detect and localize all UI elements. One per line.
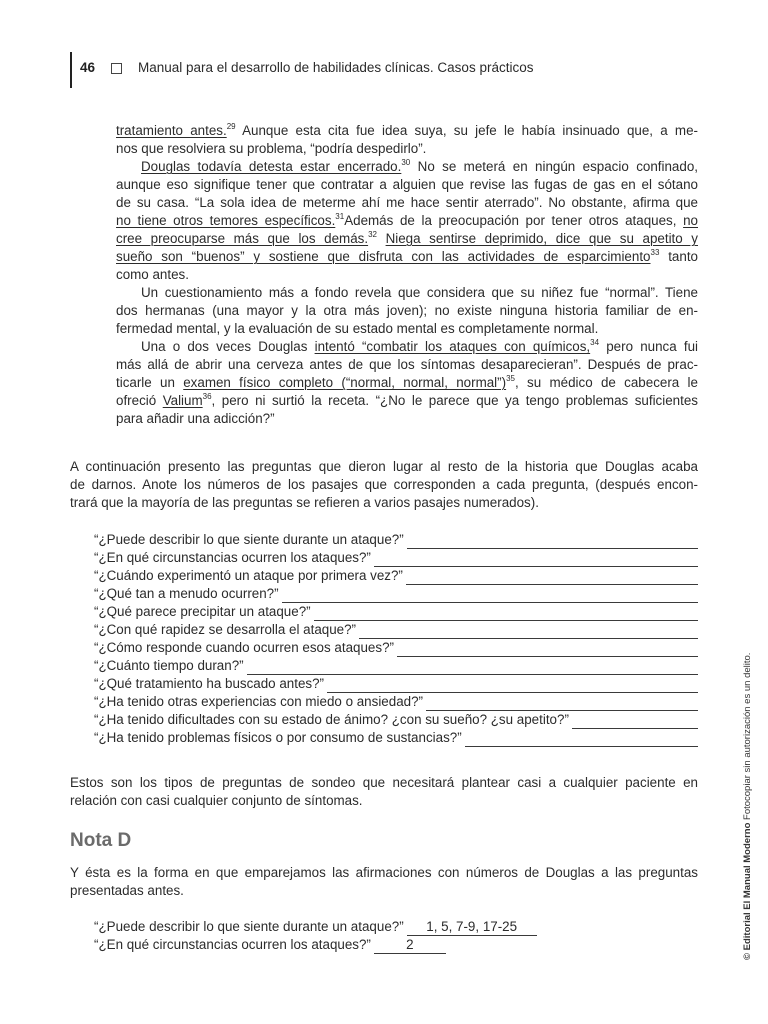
- question-item: “¿Puede describir lo que siente durante un ataque?”: [94, 531, 698, 549]
- question-item: “¿Cuánto tiempo duran?”: [94, 657, 698, 675]
- answer-blank[interactable]: [374, 552, 698, 567]
- question-item: “¿En qué circunstancias ocurren los ataques?”: [94, 549, 698, 567]
- text-line: nos que resolviera su problema, “podría despedirlo”.: [116, 141, 427, 156]
- text-line: ofreció Valium$^{36}$, pero ni surtió la receta. “¿No le parece que ya tengo problemas suficientes: [116, 392, 698, 408]
- answer-blank[interactable]: [572, 714, 698, 729]
- question-item: “¿Ha tenido otras experiencias con miedo o ansiedad?”: [94, 693, 698, 711]
- text-line: de su casa. “La sola idea de meterme ahí me hace sentir aterrado”. No obstante, afirma que: [116, 195, 698, 210]
- text-line: Y ésta es la forma en que emparejamos las afirmaciones con números de Douglas a las preguntas: [70, 865, 698, 880]
- text-line: tratamiento antes.$^{29}$ Aunque esta cita fue idea suya, su jefe le había insinuado que, a me-: [116, 122, 698, 138]
- answer-blank[interactable]: [314, 606, 698, 621]
- text-line: presentadas antes.: [70, 883, 184, 898]
- answer-blank[interactable]: [406, 570, 698, 585]
- question-item: “¿Qué parece precipitar un ataque?”: [94, 603, 698, 621]
- text-line: cree preocuparse más que los demás.$^{32}$ Niega sentirse deprimido, dice que su apetito y: [116, 230, 698, 246]
- text-line: aunque eso signifique tener que contratar a alguien que revise las fugas de gas en el sótano: [116, 177, 698, 192]
- text-line: fermedad mental, y la evaluación de su estado mental es completamente normal.: [116, 321, 599, 336]
- answer-blank[interactable]: [327, 678, 698, 693]
- text-line: Un cuestionamiento más a fondo revela que considera que su niñez fue “normal”. Tiene: [141, 285, 698, 300]
- text-line: sueño son “buenos” y sostiene que disfruta con las actividades de esparcimiento$^{33}$ tanto: [116, 248, 698, 264]
- answer-blank[interactable]: [426, 696, 698, 711]
- text-line: Douglas todavía detesta estar encerrado.$^{30}$ No se meterá en ningún espacio confinado,: [141, 158, 698, 174]
- answer-blank[interactable]: [407, 534, 698, 549]
- question-item: “¿Ha tenido problemas físicos o por consumo de sustancias?”: [94, 729, 698, 747]
- text-line: Estos son los tipos de preguntas de sondeo que necesitará plantear casi a cualquier paciente en: [70, 775, 698, 790]
- answered-question: “¿En qué circunstancias ocurren los ataques?” 2: [94, 936, 446, 954]
- running-header: [70, 52, 710, 90]
- text-line: relación con casi cualquier conjunto de síntomas.: [70, 793, 363, 808]
- copyright-notice: © Editorial El Manual Moderno Fotocopiar sin autorización es un delito.: [742, 652, 753, 960]
- answer-value: 2: [374, 937, 446, 954]
- text-line: dos hermanas (una mayor y la otra más joven); no existe ninguna historia familiar de en-: [116, 303, 698, 318]
- book-title: Manual para el desarrollo de habilidades clínicas. Casos prácticos: [138, 60, 534, 75]
- text-line: más allá de abrir una cerveza antes de que los síntomas desaparecieran”. Después de prac-: [116, 357, 698, 372]
- answer-blank[interactable]: [359, 624, 698, 639]
- header-rule: [70, 52, 72, 88]
- answer-value: 1, 5, 7-9, 17-25: [407, 919, 537, 936]
- text-line: trará que la mayoría de las preguntas se refieren a varios pasajes numerados).: [70, 495, 539, 510]
- text-line: como antes.: [116, 267, 189, 282]
- text-line: ticarle un examen físico completo (“normal, normal, normal”)$^{35}$, su médico de cabecera le: [116, 374, 698, 390]
- page-number: 46: [80, 60, 96, 75]
- text-line: no tiene otros temores específicos.$^{31}$Además de la preocupación por tener otros ataques, no: [116, 212, 698, 228]
- question-item: “¿Ha tenido dificultades con su estado de ánimo? ¿con su sueño? ¿su apetito?”: [94, 711, 698, 729]
- answer-blank[interactable]: [247, 660, 698, 675]
- question-item: “¿Cómo responde cuando ocurren esos ataques?”: [94, 639, 698, 657]
- header-box-icon: [111, 63, 122, 74]
- question-item: “¿Qué tan a menudo ocurren?”: [94, 585, 698, 603]
- text-line: de darnos. Anote los números de los pasajes que corresponden a cada pregunta, (después encon-: [70, 477, 698, 492]
- answer-blank[interactable]: [397, 642, 698, 657]
- answered-question: “¿Puede describir lo que siente durante un ataque?” 1, 5, 7-9, 17-25: [94, 918, 537, 936]
- answer-blank[interactable]: [282, 588, 698, 603]
- question-item: “¿Con qué rapidez se desarrolla el ataque?”: [94, 621, 698, 639]
- question-item: “¿Cuándo experimentó un ataque por primera vez?”: [94, 567, 698, 585]
- text-line: A continuación presento las preguntas que dieron lugar al resto de la historia que Douglas acaba: [70, 459, 698, 474]
- question-item: “¿Qué tratamiento ha buscado antes?”: [94, 675, 698, 693]
- text-line: Una o dos veces Douglas intentó “combatir los ataques con químicos,$^{34}$ pero nunca fui: [141, 338, 698, 354]
- section-heading: Nota D: [70, 830, 132, 851]
- text-line: para añadir una adicción?”: [116, 411, 275, 426]
- answer-blank[interactable]: [465, 732, 698, 747]
